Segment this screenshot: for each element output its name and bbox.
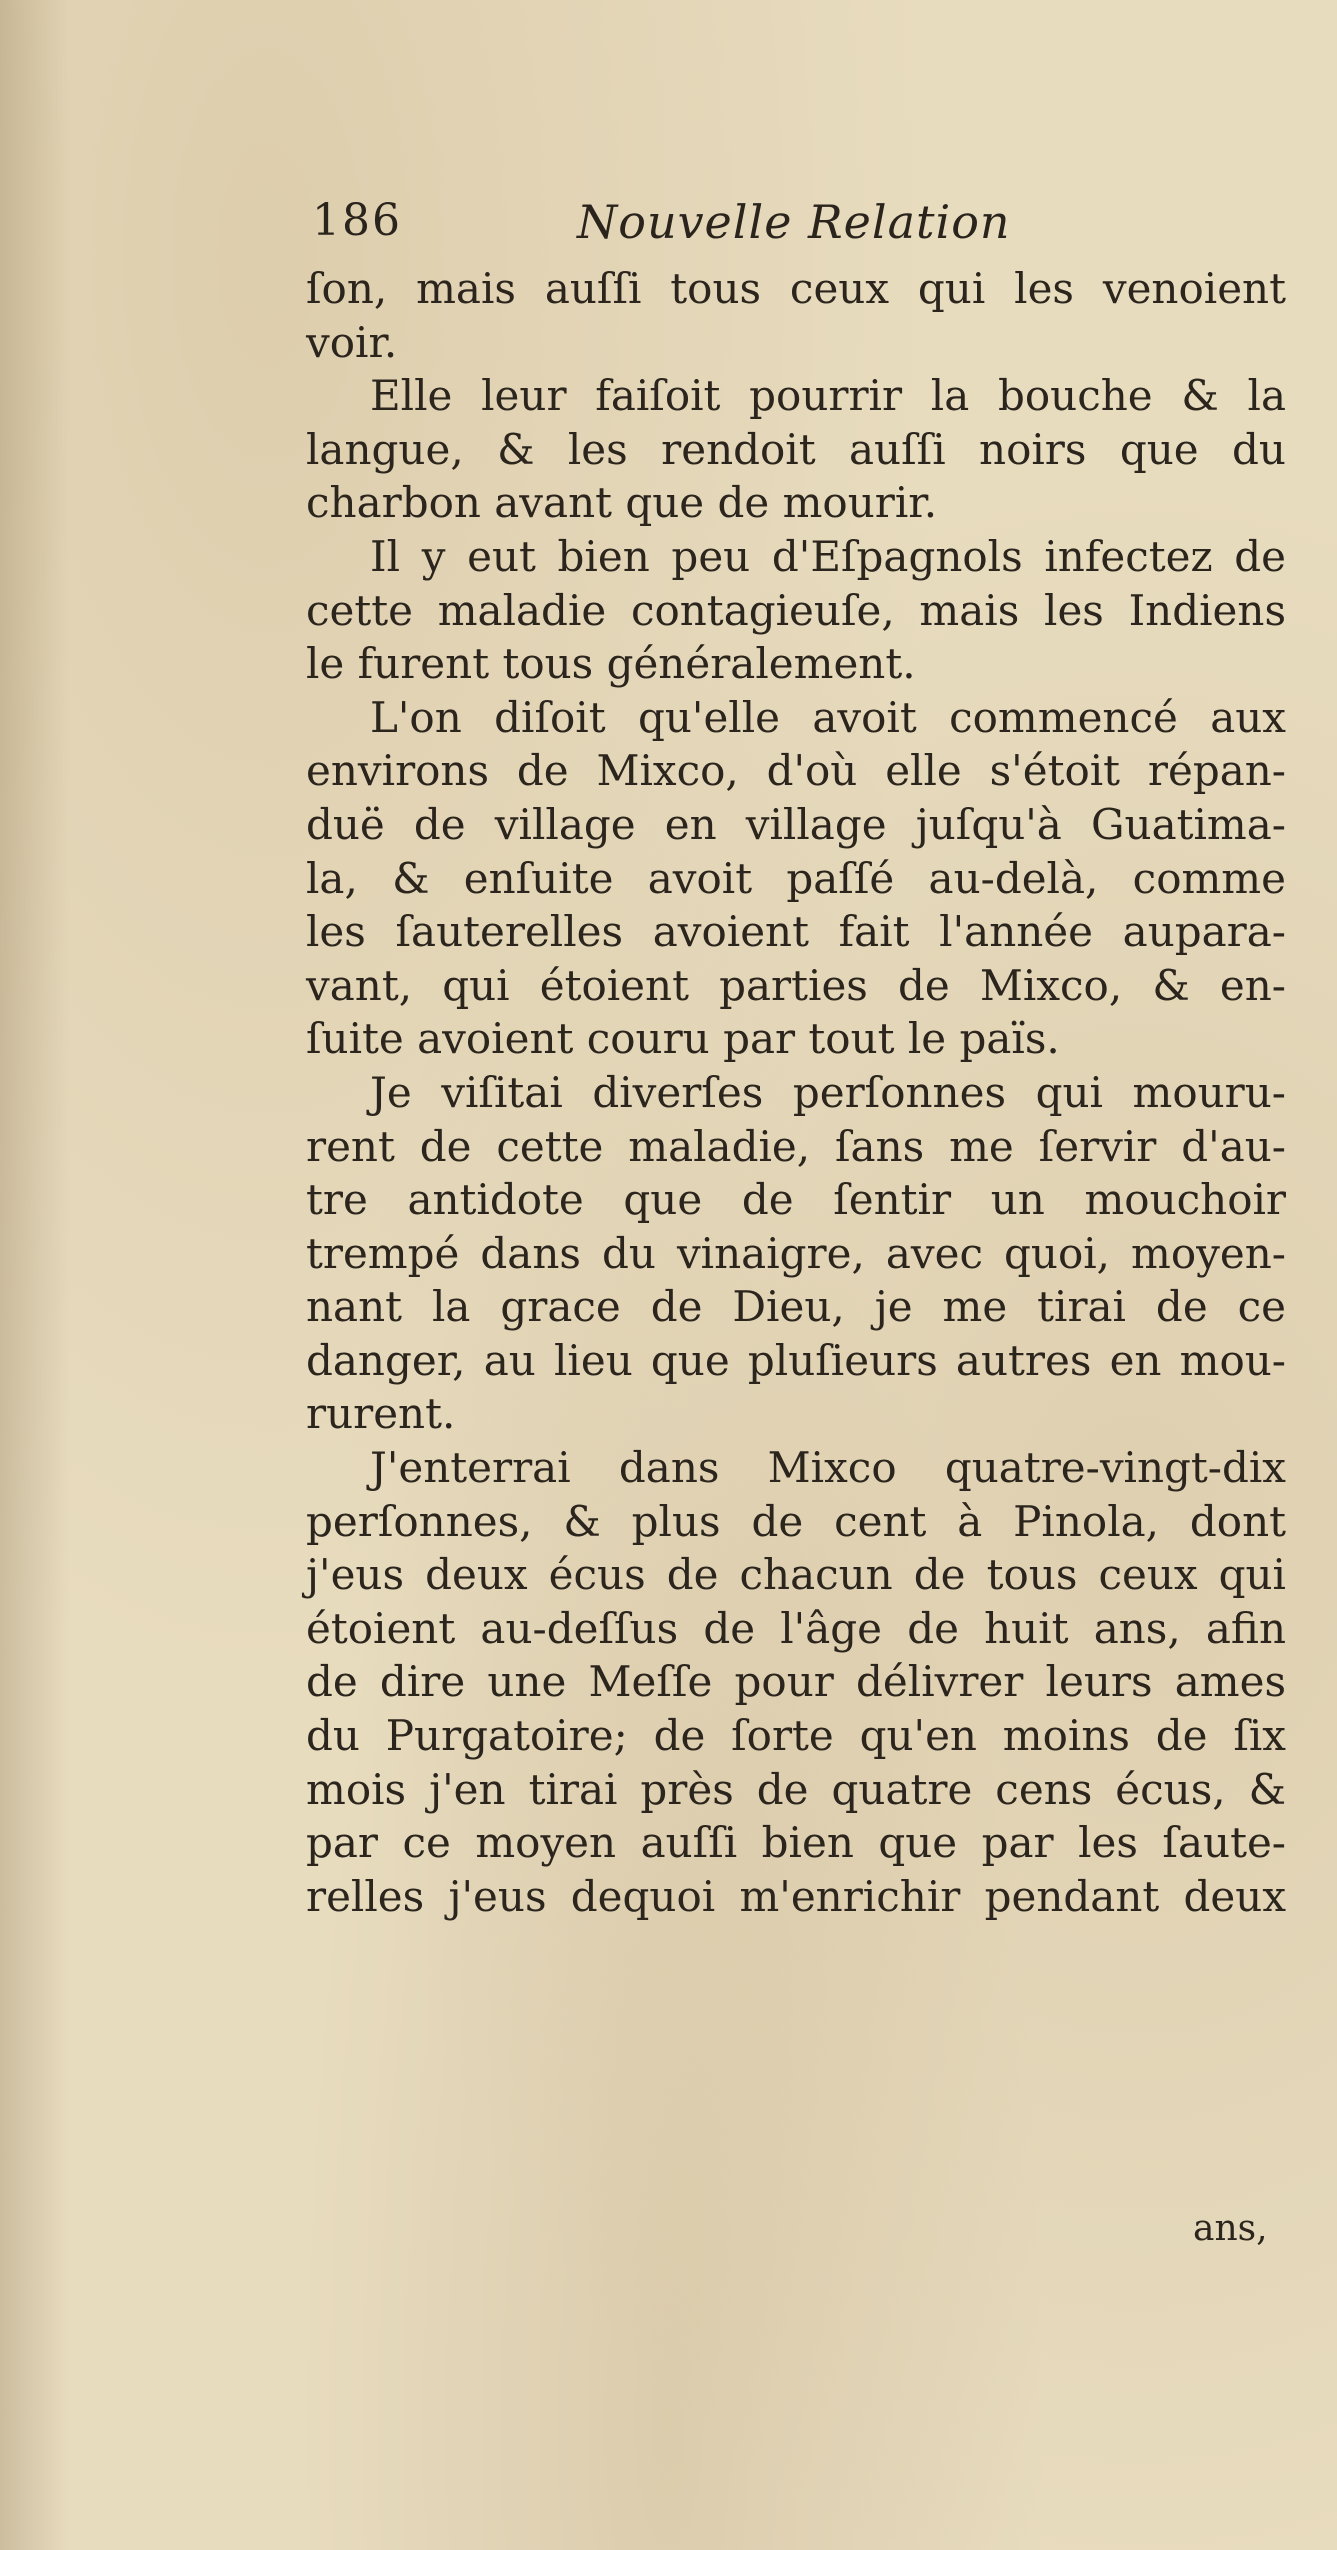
text-line: J'enterrai dans Mixco quatre-vingt-dix xyxy=(370,1443,1286,1493)
text-line: L'on diſoit qu'elle avoit commencé aux xyxy=(370,692,1286,742)
text-line: danger, au lieu que pluſieurs autres en mou- xyxy=(306,1335,1286,1385)
text-line: perſonnes, & plus de cent à Pinola, dont xyxy=(306,1496,1286,1546)
text-line: Elle leur faiſoit pourrir la bouche & la xyxy=(370,371,1286,421)
text-line: relles j'eus dequoi m'enrichir pendant deux xyxy=(306,1871,1286,1921)
text-line: j'eus deux écus de chacun de tous ceux qui xyxy=(306,1550,1286,1600)
text-line: rent de cette maladie, ſans me ſervir d'au- xyxy=(306,1121,1286,1171)
text-line: nant la grace de Dieu, je me tirai de ce xyxy=(306,1282,1286,1332)
text-line: mois j'en tirai près de quatre cens écus, & xyxy=(306,1764,1286,1814)
running-title: Nouvelle Relation xyxy=(577,195,1011,249)
text-line: de dire une Meſſe pour délivrer leurs ames xyxy=(306,1657,1286,1707)
text-line: les ſauterelles avoient fait l'année aupara- xyxy=(306,907,1286,957)
text-line: charbon avant que de mourir. xyxy=(306,478,938,528)
text-line: voir. xyxy=(306,317,398,367)
text-line: du Purgatoire; de ſorte qu'en moins de ſix xyxy=(306,1711,1286,1761)
text-line: vant, qui étoient parties de Mixco, & en- xyxy=(306,960,1286,1010)
text-line: environs de Mixco, d'où elle s'étoit répan- xyxy=(306,746,1286,796)
text-line: langue, & les rendoit auſſi noirs que du xyxy=(306,424,1286,474)
text-line: le furent tous généralement. xyxy=(306,639,916,689)
text-line: étoient au-deſſus de l'âge de huit ans, afin xyxy=(306,1603,1286,1653)
body-text xyxy=(306,262,1286,1923)
text-line: la, & enſuite avoit paſſé au-delà, comme xyxy=(306,853,1286,903)
text-line: rurent. xyxy=(306,1389,456,1439)
text-line: cette maladie contagieuſe, mais les Indiens xyxy=(306,585,1286,635)
text-line: ſuite avoient couru par tout le païs. xyxy=(306,1014,1060,1064)
text-line: ſon, mais auſſi tous ceux qui les venoient xyxy=(306,264,1286,313)
running-head xyxy=(312,195,1092,265)
text-line: duë de village en village juſqu'à Guatima- xyxy=(306,799,1286,849)
page-number: 186 xyxy=(312,195,402,246)
text-line: Je viſitai diverſes perſonnes qui mouru- xyxy=(370,1067,1286,1117)
gutter-shadow xyxy=(0,0,70,2550)
text-line: par ce moyen auſſi bien que par les ſaute- xyxy=(306,1818,1286,1868)
text-line: Il y eut bien peu d'Eſpagnols infectez de xyxy=(370,531,1286,581)
text-line: tre antidote que de ſentir un mouchoir xyxy=(306,1175,1286,1225)
catchword: ans, xyxy=(1193,2208,1268,2249)
text-line: trempé dans du vinaigre, avec quoi, moyen- xyxy=(306,1228,1286,1278)
